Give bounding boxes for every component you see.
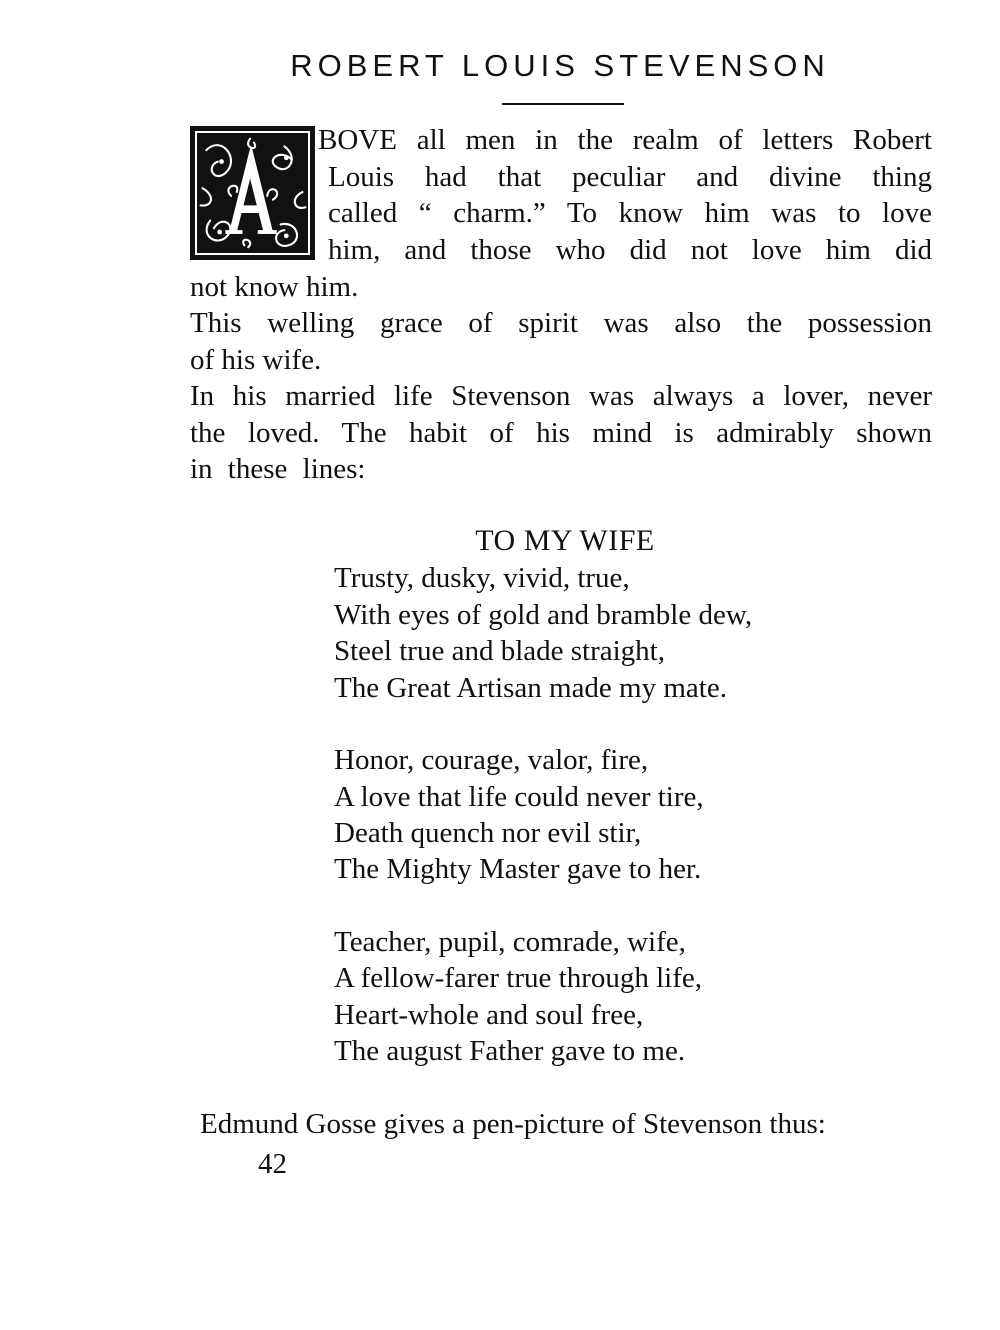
drop-cap-ornament (193, 129, 312, 257)
intro-line-1-text: BOVE all men in the realm of letters Robert (318, 124, 932, 156)
intro-line-1 (318, 122, 932, 159)
para3-line-1-text: In his married life Stevenson was always a lover, never (190, 380, 932, 412)
para2-line-1 (190, 305, 932, 342)
poem-stanza3-line-2: A fellow-farer true through life, (334, 962, 702, 994)
intro-line-2 (328, 159, 932, 196)
poem-stanza2-line-4: The Mighty Master gave to her. (334, 853, 702, 885)
poem-stanza3-line-3: Heart-whole and soul free, (334, 999, 644, 1031)
poem-stanza1-line-3: Steel true and blade straight, (334, 635, 665, 667)
para3-line-1 (190, 378, 932, 415)
head-rule (502, 103, 624, 105)
closing-line: Edmund Gosse gives a pen-picture of Stevenson thus: (200, 1108, 826, 1140)
poem-stanza2-line-2: A love that life could never tire, (334, 781, 704, 813)
poem-stanza1-line-4: The Great Artisan made my mate. (334, 672, 727, 704)
intro-line-3 (328, 195, 932, 232)
running-head: ROBERT LOUIS STEVENSON (290, 48, 830, 83)
drop-cap (190, 126, 315, 260)
intro-line-2-text: Louis had that peculiar and divine thing (328, 161, 932, 193)
intro-line-4 (328, 232, 932, 269)
page-number: 42 (258, 1148, 287, 1180)
para2-line-1-text: This welling grace of spirit was also the possession (190, 307, 932, 339)
para3-line-2-text: the loved. The habit of his mind is admirably shown (190, 417, 932, 449)
para3-line-3-text: in these lines: (190, 453, 366, 485)
intro-last-line: not know him. (190, 271, 359, 303)
poem-stanza1-line-2: With eyes of gold and bramble dew, (334, 599, 753, 631)
para3-line-2 (190, 415, 932, 452)
poem-title: TO MY WIFE (475, 524, 655, 557)
poem-stanza2-line-1: Honor, courage, valor, fire, (334, 744, 649, 776)
poem-stanza3-line-1: Teacher, pupil, comrade, wife, (334, 926, 686, 958)
poem-stanza1-line-1: Trusty, dusky, vivid, true, (334, 562, 630, 594)
poem-stanza3-line-4: The august Father gave to me. (334, 1035, 686, 1067)
intro-line-4-text: him, and those who did not love him did (328, 234, 932, 266)
para2-line-2: of his wife. (190, 344, 322, 376)
poem-stanza2-line-3: Death quench nor evil stir, (334, 817, 642, 849)
para3-line-3 (190, 451, 932, 488)
intro-line-3-text: called “ charm.” To know him was to love (328, 197, 932, 229)
